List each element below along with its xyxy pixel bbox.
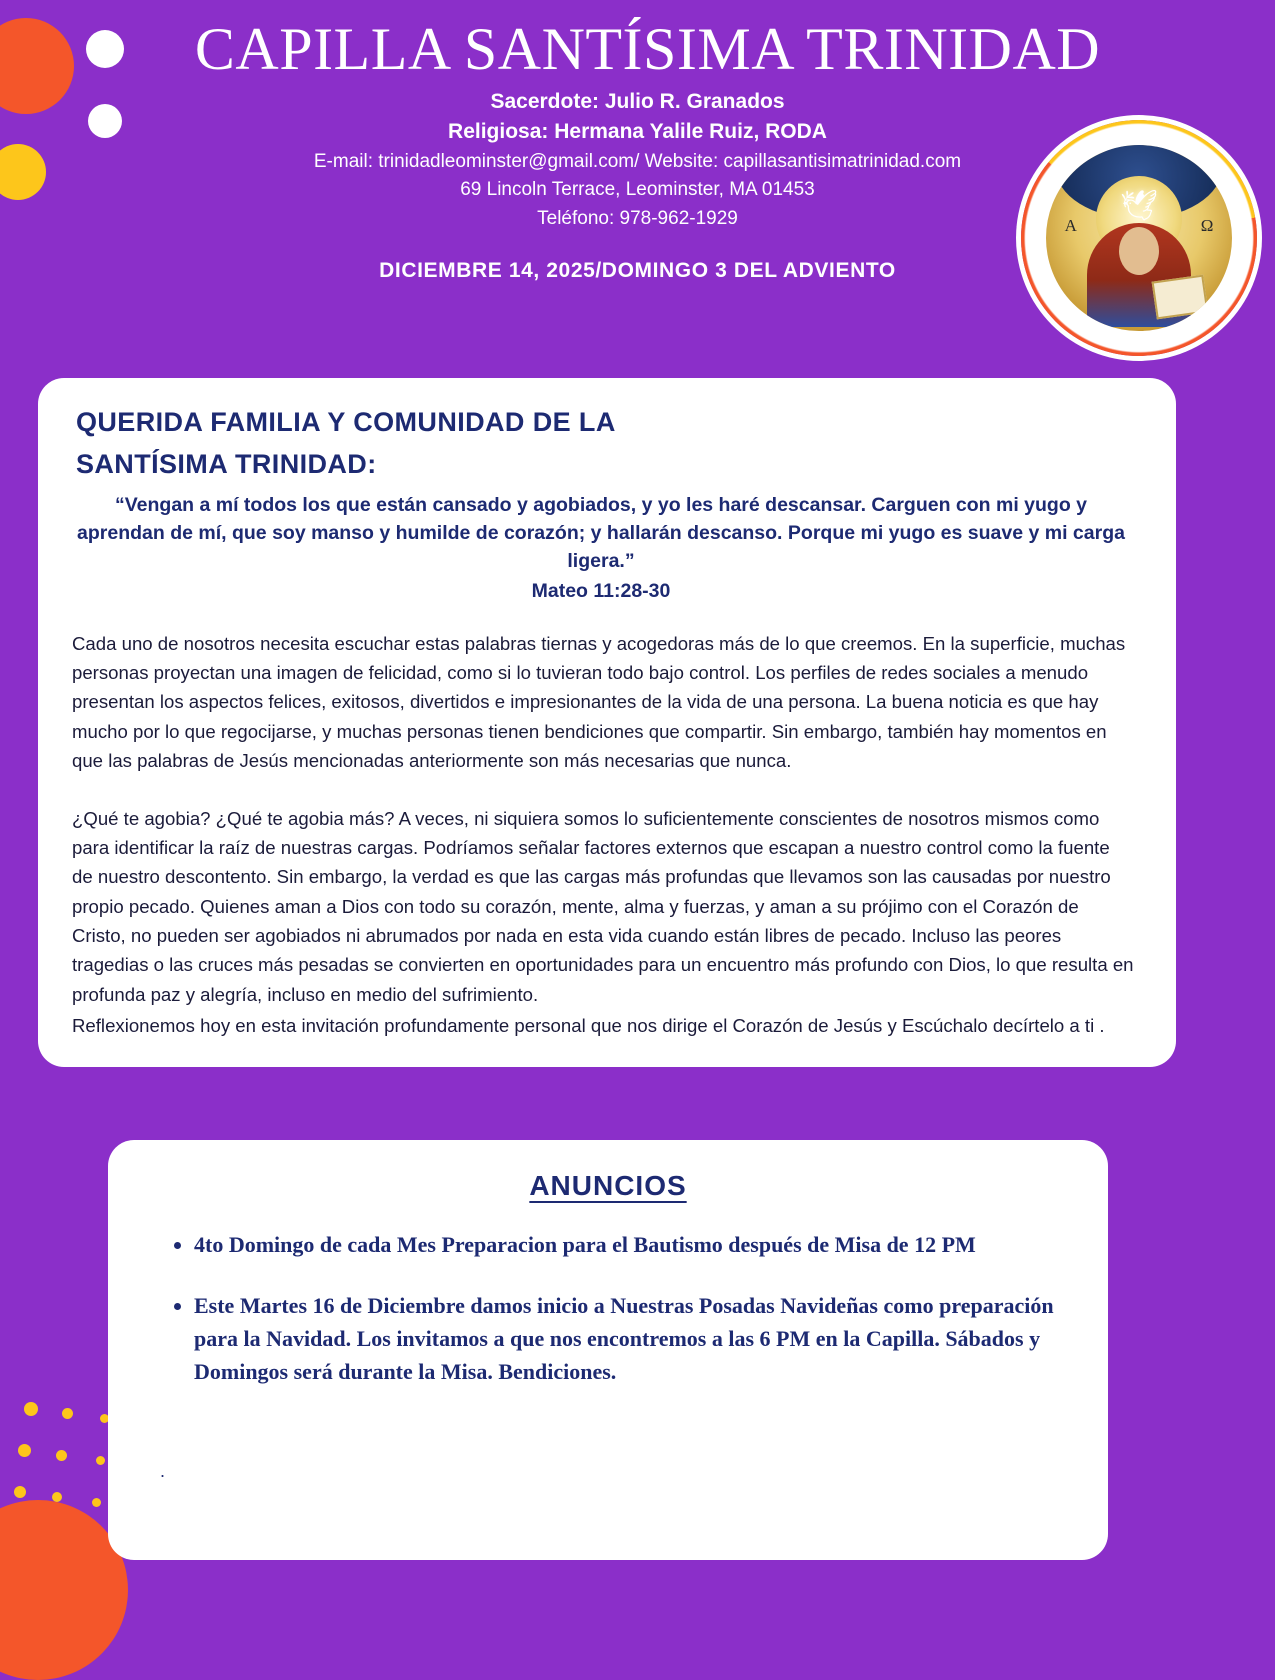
address: 69 Lincoln Terrace, Leominster, MA 01453: [460, 179, 815, 201]
omega-letter: Ω: [1200, 215, 1214, 235]
announcements-list: [148, 1228, 1068, 1388]
contact-info: E-mail: trinidadleominster@gmail.com/ Website: capillasantisimatrinidad.com: [313, 150, 962, 172]
christ-face: [1119, 227, 1159, 275]
pastor-letter-card: [38, 378, 1176, 1067]
bulletin-date: DICIEMBRE 14, 2025/DOMINGO 3 DEL ADVIENTO: [379, 259, 896, 283]
decoration-dot: [62, 1408, 73, 1419]
list-item: • 4to Domingo de cada Mes Preparacion para el Bautismo después de Misa de 12 PM: [194, 1228, 1068, 1261]
medallion-inner: [1043, 142, 1235, 334]
phone: Teléfono: 978-962-1929: [537, 207, 738, 229]
letter-paragraph-1: Cada uno de nosotros necesita escuchar estas palabras tiernas y acogedoras más de lo que creemos. En la superficie, muchas personas proyectan una imagen de felicidad, como si lo tuvieran todo bajo control. Los perfiles de redes sociales a menudo presentan los aspectos felices, exitosos, divertidos e impresionantes de la vida de una persona. La buena noticia es que hay mucho por lo que regocijarse, y muchas personas tienen bendiciones que compartir. Sin embargo, también hay momentos en que las palabras de Jesús mencionadas anteriormente son más necesarias que nunca.: [72, 632, 1126, 772]
decoration-dot: [18, 1444, 31, 1457]
religious-name: Religiosa: Hermana Yalile Ruiz, RODA: [448, 120, 827, 144]
announcements-card: [108, 1140, 1108, 1560]
decoration-dot: [96, 1456, 105, 1465]
bulletin-header: [0, 0, 1275, 360]
priest-name: Sacerdote: Julio R. Granados: [490, 90, 785, 113]
list-item: • Este Martes 16 de Diciembre damos inicio a Nuestras Posadas Navideñas como preparación para la Navidad. Los invitamos a que nos encontremos a las 6 PM en la Capilla. Sábados y Domingos será durante la Misa. Bendiciones.: [194, 1289, 1068, 1388]
decoration-dot: [92, 1498, 101, 1507]
decoration-dot: [52, 1492, 62, 1502]
decoration-dot: [56, 1450, 67, 1461]
page-title: CAPILLA SANTÍSIMA TRINIDAD: [194, 16, 1101, 82]
greeting-line-2: SANTÍSIMA TRINIDAD:: [76, 449, 377, 480]
dove-icon: 🕊: [1119, 189, 1159, 223]
decoration-dot: [14, 1486, 26, 1498]
letter-paragraph-3: Reflexionemos hoy en esta invitación profundamente personal que nos dirige el Corazón de Jesús y Escúchalo decírtelo a ti .: [72, 1015, 1105, 1037]
scripture-reference: Mateo 11:28-30: [531, 579, 671, 602]
book-icon: [1152, 275, 1209, 320]
letter-paragraph-2: ¿Qué te agobia? ¿Qué te agobia más? A veces, ni siquiera somos lo suficientemente conscientes de nosotros mismos como para identificar la raíz de nuestras cargas. Podríamos señalar factores externos que escapan a nuestro control como la fuente de nuestro descontento. Sin embargo, la verdad es que las cargas más profundas que llevamos son las causadas por nuestro propio pecado. Quienes aman a Dios con todo su corazón, mente, alma y fuerzas, y aman a su prójimo con el Corazón de Cristo, no pueden ser agobiados ni abrumados por nada en esta vida cuando están libres de pecado. Incluso las peores tragedias o las cruces más pesadas se convierten en oportunidades para un encuentro más profundo con Dios, lo que resulta en profunda paz y alegría, incluso en medio del sufrimiento.: [72, 807, 1134, 1005]
scripture-quote: “Vengan a mí todos los que están cansado y agobiados, y yo les haré descansar. Carguen con mi yugo y aprendan de mí, que soy manso y humilde de corazón; y hallarán descanso. Porque mi yugo es suave y mi carga ligera.”: [77, 493, 1125, 573]
decoration-dot: [24, 1402, 38, 1416]
trinity-medallion-icon: [1021, 120, 1257, 356]
trailing-mark: .: [160, 1461, 166, 1481]
announcements-title: ANUNCIOS: [529, 1170, 687, 1201]
alpha-letter: A: [1064, 215, 1077, 235]
greeting-line-1: QUERIDA FAMILIA Y COMUNIDAD DE LA: [76, 407, 616, 437]
